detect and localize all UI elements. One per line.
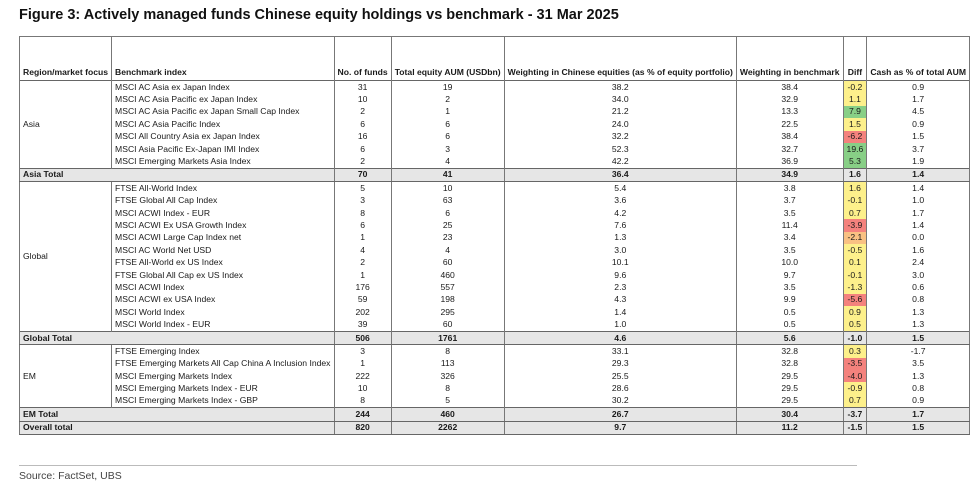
table-row [20,81,970,94]
weighting-benchmark-cell: 0.5 [736,318,843,331]
total-equity-aum-cell: 113 [391,358,504,370]
diff-cell: -5.6 [843,294,867,306]
weighting-chinese-cell: 1.0 [504,318,736,331]
total-total-equity-aum-cell: 41 [391,168,504,181]
no-of-funds-cell: 176 [334,281,391,293]
benchmark-index-cell: MSCI World Index [112,306,334,318]
table-total-row [20,331,970,344]
cash-cell: 3.7 [867,143,970,155]
weighting-chinese-cell: 9.6 [504,269,736,281]
total-equity-aum-cell: 2 [391,93,504,105]
table-row [20,106,970,118]
cash-cell: 1.7 [867,207,970,219]
overall-no-of-funds-cell: 820 [334,421,391,434]
weighting-benchmark-cell: 3.5 [736,207,843,219]
diff-cell: 0.5 [843,318,867,331]
total-total-equity-aum-cell: 460 [391,408,504,421]
cash-cell: 3.0 [867,269,970,281]
table-row [20,118,970,130]
header-total-equity-aum: Total equity AUM (USDbn) [391,37,504,81]
cash-cell: 0.9 [867,395,970,408]
diff-cell: -6.2 [843,131,867,143]
region-cell: Asia [20,81,112,169]
weighting-chinese-cell: 25.5 [504,370,736,382]
holdings-table [19,36,970,435]
diff-cell: -0.2 [843,81,867,94]
benchmark-index-cell: MSCI AC Asia ex Japan Index [112,81,334,94]
weighting-benchmark-cell: 32.9 [736,93,843,105]
cash-cell: 1.4 [867,182,970,195]
cash-cell: -1.7 [867,345,970,358]
cash-cell: 1.4 [867,219,970,231]
weighting-chinese-cell: 10.1 [504,256,736,268]
total-total-equity-aum-cell: 1761 [391,331,504,344]
benchmark-index-cell: FTSE All-World Index [112,182,334,195]
weighting-chinese-cell: 24.0 [504,118,736,130]
cash-cell: 1.3 [867,370,970,382]
total-label-cell: Global Total [20,331,335,344]
table-row [20,131,970,143]
overall-total-row [20,421,970,434]
benchmark-index-cell: FTSE Global All Cap Index [112,195,334,207]
benchmark-index-cell: FTSE Emerging Markets All Cap China A Inclusion Index [112,358,334,370]
cash-cell: 0.6 [867,281,970,293]
benchmark-index-cell: MSCI All Country Asia ex Japan Index [112,131,334,143]
total-equity-aum-cell: 4 [391,244,504,256]
weighting-benchmark-cell: 3.5 [736,281,843,293]
total-equity-aum-cell: 60 [391,318,504,331]
no-of-funds-cell: 2 [334,106,391,118]
total-cash-cell: 1.4 [867,168,970,181]
total-equity-aum-cell: 8 [391,345,504,358]
overall-weighting-chinese-cell: 9.7 [504,421,736,434]
table-row [20,256,970,268]
total-equity-aum-cell: 326 [391,370,504,382]
header-weighting-benchmark: Weighting in benchmark [736,37,843,81]
region-cell: EM [20,345,112,408]
weighting-chinese-cell: 38.2 [504,81,736,94]
weighting-chinese-cell: 7.6 [504,219,736,231]
total-equity-aum-cell: 6 [391,131,504,143]
weighting-chinese-cell: 33.1 [504,345,736,358]
weighting-benchmark-cell: 0.5 [736,306,843,318]
cash-cell: 4.5 [867,106,970,118]
total-equity-aum-cell: 557 [391,281,504,293]
cash-cell: 3.5 [867,358,970,370]
total-weighting-chinese-cell: 26.7 [504,408,736,421]
benchmark-index-cell: FTSE Global All Cap ex US Index [112,269,334,281]
weighting-benchmark-cell: 38.4 [736,81,843,94]
cash-cell: 1.9 [867,155,970,168]
benchmark-index-cell: MSCI Asia Pacific Ex-Japan IMI Index [112,143,334,155]
cash-cell: 0.9 [867,118,970,130]
no-of-funds-cell: 6 [334,143,391,155]
diff-cell: 1.1 [843,93,867,105]
no-of-funds-cell: 2 [334,256,391,268]
no-of-funds-cell: 1 [334,358,391,370]
weighting-benchmark-cell: 29.5 [736,382,843,394]
weighting-benchmark-cell: 36.9 [736,155,843,168]
total-cash-cell: 1.7 [867,408,970,421]
region-cell: Global [20,182,112,332]
no-of-funds-cell: 1 [334,269,391,281]
table-body [20,81,970,435]
diff-cell: -3.9 [843,219,867,231]
total-equity-aum-cell: 8 [391,382,504,394]
weighting-chinese-cell: 42.2 [504,155,736,168]
benchmark-index-cell: MSCI ACWI Index [112,281,334,293]
total-weighting-benchmark-cell: 5.6 [736,331,843,344]
diff-cell: 19.6 [843,143,867,155]
cash-cell: 1.5 [867,131,970,143]
table-row [20,244,970,256]
table-row [20,318,970,331]
total-equity-aum-cell: 6 [391,207,504,219]
weighting-chinese-cell: 3.0 [504,244,736,256]
table-row [20,155,970,168]
header-diff: Diff [843,37,867,81]
benchmark-index-cell: MSCI ACWI Index - EUR [112,207,334,219]
weighting-chinese-cell: 1.4 [504,306,736,318]
benchmark-index-cell: FTSE All-World ex US Index [112,256,334,268]
benchmark-index-cell: MSCI Emerging Markets Index - EUR [112,382,334,394]
weighting-chinese-cell: 32.2 [504,131,736,143]
weighting-benchmark-cell: 3.5 [736,244,843,256]
no-of-funds-cell: 1 [334,232,391,244]
total-diff-cell: 1.6 [843,168,867,181]
weighting-benchmark-cell: 10.0 [736,256,843,268]
total-equity-aum-cell: 4 [391,155,504,168]
diff-cell: 5.3 [843,155,867,168]
weighting-benchmark-cell: 3.7 [736,195,843,207]
weighting-benchmark-cell: 13.3 [736,106,843,118]
no-of-funds-cell: 6 [334,219,391,231]
diff-cell: 1.5 [843,118,867,130]
total-diff-cell: -1.0 [843,331,867,344]
no-of-funds-cell: 59 [334,294,391,306]
total-cash-cell: 1.5 [867,331,970,344]
weighting-benchmark-cell: 32.8 [736,345,843,358]
table-row [20,358,970,370]
weighting-chinese-cell: 4.3 [504,294,736,306]
benchmark-index-cell: MSCI ACWI Ex USA Growth Index [112,219,334,231]
benchmark-index-cell: MSCI AC Asia Pacific Index [112,118,334,130]
weighting-chinese-cell: 2.3 [504,281,736,293]
table-row [20,306,970,318]
no-of-funds-cell: 8 [334,395,391,408]
benchmark-index-cell: MSCI ACWI Large Cap Index net [112,232,334,244]
no-of-funds-cell: 2 [334,155,391,168]
diff-cell: -3.5 [843,358,867,370]
cash-cell: 0.0 [867,232,970,244]
no-of-funds-cell: 5 [334,182,391,195]
header-region: Region/market focus [20,37,112,81]
total-diff-cell: -3.7 [843,408,867,421]
diff-cell: 0.7 [843,207,867,219]
no-of-funds-cell: 3 [334,195,391,207]
benchmark-index-cell: MSCI Emerging Markets Index - GBP [112,395,334,408]
no-of-funds-cell: 3 [334,345,391,358]
overall-total-equity-aum-cell: 2262 [391,421,504,434]
table-row [20,382,970,394]
total-equity-aum-cell: 63 [391,195,504,207]
total-equity-aum-cell: 25 [391,219,504,231]
total-equity-aum-cell: 5 [391,395,504,408]
total-equity-aum-cell: 10 [391,182,504,195]
overall-label-cell: Overall total [20,421,335,434]
diff-cell: 0.1 [843,256,867,268]
table-row [20,182,970,195]
cash-cell: 1.3 [867,306,970,318]
table-row [20,281,970,293]
weighting-benchmark-cell: 32.8 [736,358,843,370]
weighting-chinese-cell: 3.6 [504,195,736,207]
table-row [20,370,970,382]
overall-cash-cell: 1.5 [867,421,970,434]
cash-cell: 1.7 [867,93,970,105]
weighting-benchmark-cell: 38.4 [736,131,843,143]
weighting-chinese-cell: 30.2 [504,395,736,408]
table-total-row [20,168,970,181]
table-row [20,219,970,231]
total-label-cell: EM Total [20,408,335,421]
weighting-benchmark-cell: 32.7 [736,143,843,155]
weighting-benchmark-cell: 3.4 [736,232,843,244]
benchmark-index-cell: MSCI Emerging Markets Index [112,370,334,382]
diff-cell: -0.5 [843,244,867,256]
weighting-benchmark-cell: 29.5 [736,395,843,408]
total-equity-aum-cell: 1 [391,106,504,118]
no-of-funds-cell: 202 [334,306,391,318]
total-no-of-funds-cell: 70 [334,168,391,181]
total-weighting-benchmark-cell: 30.4 [736,408,843,421]
benchmark-index-cell: MSCI World Index - EUR [112,318,334,331]
total-no-of-funds-cell: 506 [334,331,391,344]
diff-cell: -2.1 [843,232,867,244]
benchmark-index-cell: MSCI AC Asia Pacific ex Japan Small Cap Index [112,106,334,118]
no-of-funds-cell: 6 [334,118,391,130]
benchmark-index-cell: MSCI AC World Net USD [112,244,334,256]
table-row [20,93,970,105]
weighting-chinese-cell: 1.3 [504,232,736,244]
weighting-chinese-cell: 4.2 [504,207,736,219]
header-benchmark-index: Benchmark index [112,37,334,81]
cash-cell: 2.4 [867,256,970,268]
cash-cell: 0.8 [867,382,970,394]
benchmark-index-cell: MSCI Emerging Markets Asia Index [112,155,334,168]
source-note: Source: FactSet, UBS [19,470,122,482]
table-row [20,207,970,219]
diff-cell: 1.6 [843,182,867,195]
cash-cell: 1.6 [867,244,970,256]
table-row [20,395,970,408]
table-row [20,269,970,281]
diff-cell: -1.3 [843,281,867,293]
no-of-funds-cell: 10 [334,93,391,105]
cash-cell: 1.3 [867,318,970,331]
overall-weighting-benchmark-cell: 11.2 [736,421,843,434]
total-equity-aum-cell: 3 [391,143,504,155]
benchmark-index-cell: MSCI ACWI ex USA Index [112,294,334,306]
table-row [20,294,970,306]
total-weighting-chinese-cell: 36.4 [504,168,736,181]
weighting-chinese-cell: 28.6 [504,382,736,394]
weighting-benchmark-cell: 3.8 [736,182,843,195]
table-row [20,345,970,358]
total-weighting-benchmark-cell: 34.9 [736,168,843,181]
diff-cell: 7.9 [843,106,867,118]
diff-cell: -0.1 [843,195,867,207]
cash-cell: 0.9 [867,81,970,94]
weighting-chinese-cell: 52.3 [504,143,736,155]
no-of-funds-cell: 31 [334,81,391,94]
weighting-benchmark-cell: 29.5 [736,370,843,382]
figure-title: Figure 3: Actively managed funds Chinese equity holdings vs benchmark - 31 Mar 2025 [19,7,619,23]
no-of-funds-cell: 39 [334,318,391,331]
total-equity-aum-cell: 295 [391,306,504,318]
no-of-funds-cell: 8 [334,207,391,219]
diff-cell: -4.0 [843,370,867,382]
total-equity-aum-cell: 60 [391,256,504,268]
no-of-funds-cell: 4 [334,244,391,256]
weighting-benchmark-cell: 9.7 [736,269,843,281]
cash-cell: 1.0 [867,195,970,207]
weighting-benchmark-cell: 9.9 [736,294,843,306]
table-row [20,195,970,207]
weighting-chinese-cell: 21.2 [504,106,736,118]
weighting-chinese-cell: 5.4 [504,182,736,195]
table-total-row [20,408,970,421]
no-of-funds-cell: 16 [334,131,391,143]
total-weighting-chinese-cell: 4.6 [504,331,736,344]
total-no-of-funds-cell: 244 [334,408,391,421]
no-of-funds-cell: 10 [334,382,391,394]
total-equity-aum-cell: 23 [391,232,504,244]
table-header [20,37,970,81]
benchmark-index-cell: FTSE Emerging Index [112,345,334,358]
header-cash: Cash as % of total AUM [867,37,970,81]
table-row [20,232,970,244]
weighting-chinese-cell: 34.0 [504,93,736,105]
total-equity-aum-cell: 19 [391,81,504,94]
total-equity-aum-cell: 460 [391,269,504,281]
cash-cell: 0.8 [867,294,970,306]
weighting-benchmark-cell: 22.5 [736,118,843,130]
weighting-benchmark-cell: 11.4 [736,219,843,231]
diff-cell: 0.9 [843,306,867,318]
diff-cell: -0.1 [843,269,867,281]
total-label-cell: Asia Total [20,168,335,181]
benchmark-index-cell: MSCI AC Asia Pacific ex Japan Index [112,93,334,105]
header-no-of-funds: No. of funds [334,37,391,81]
source-divider [19,465,857,466]
total-equity-aum-cell: 6 [391,118,504,130]
table-row [20,143,970,155]
weighting-chinese-cell: 29.3 [504,358,736,370]
diff-cell: 0.3 [843,345,867,358]
no-of-funds-cell: 222 [334,370,391,382]
overall-diff-cell: -1.5 [843,421,867,434]
diff-cell: -0.9 [843,382,867,394]
header-weighting-chinese: Weighting in Chinese equities (as % of equity portfolio) [504,37,736,81]
total-equity-aum-cell: 198 [391,294,504,306]
diff-cell: 0.7 [843,395,867,408]
